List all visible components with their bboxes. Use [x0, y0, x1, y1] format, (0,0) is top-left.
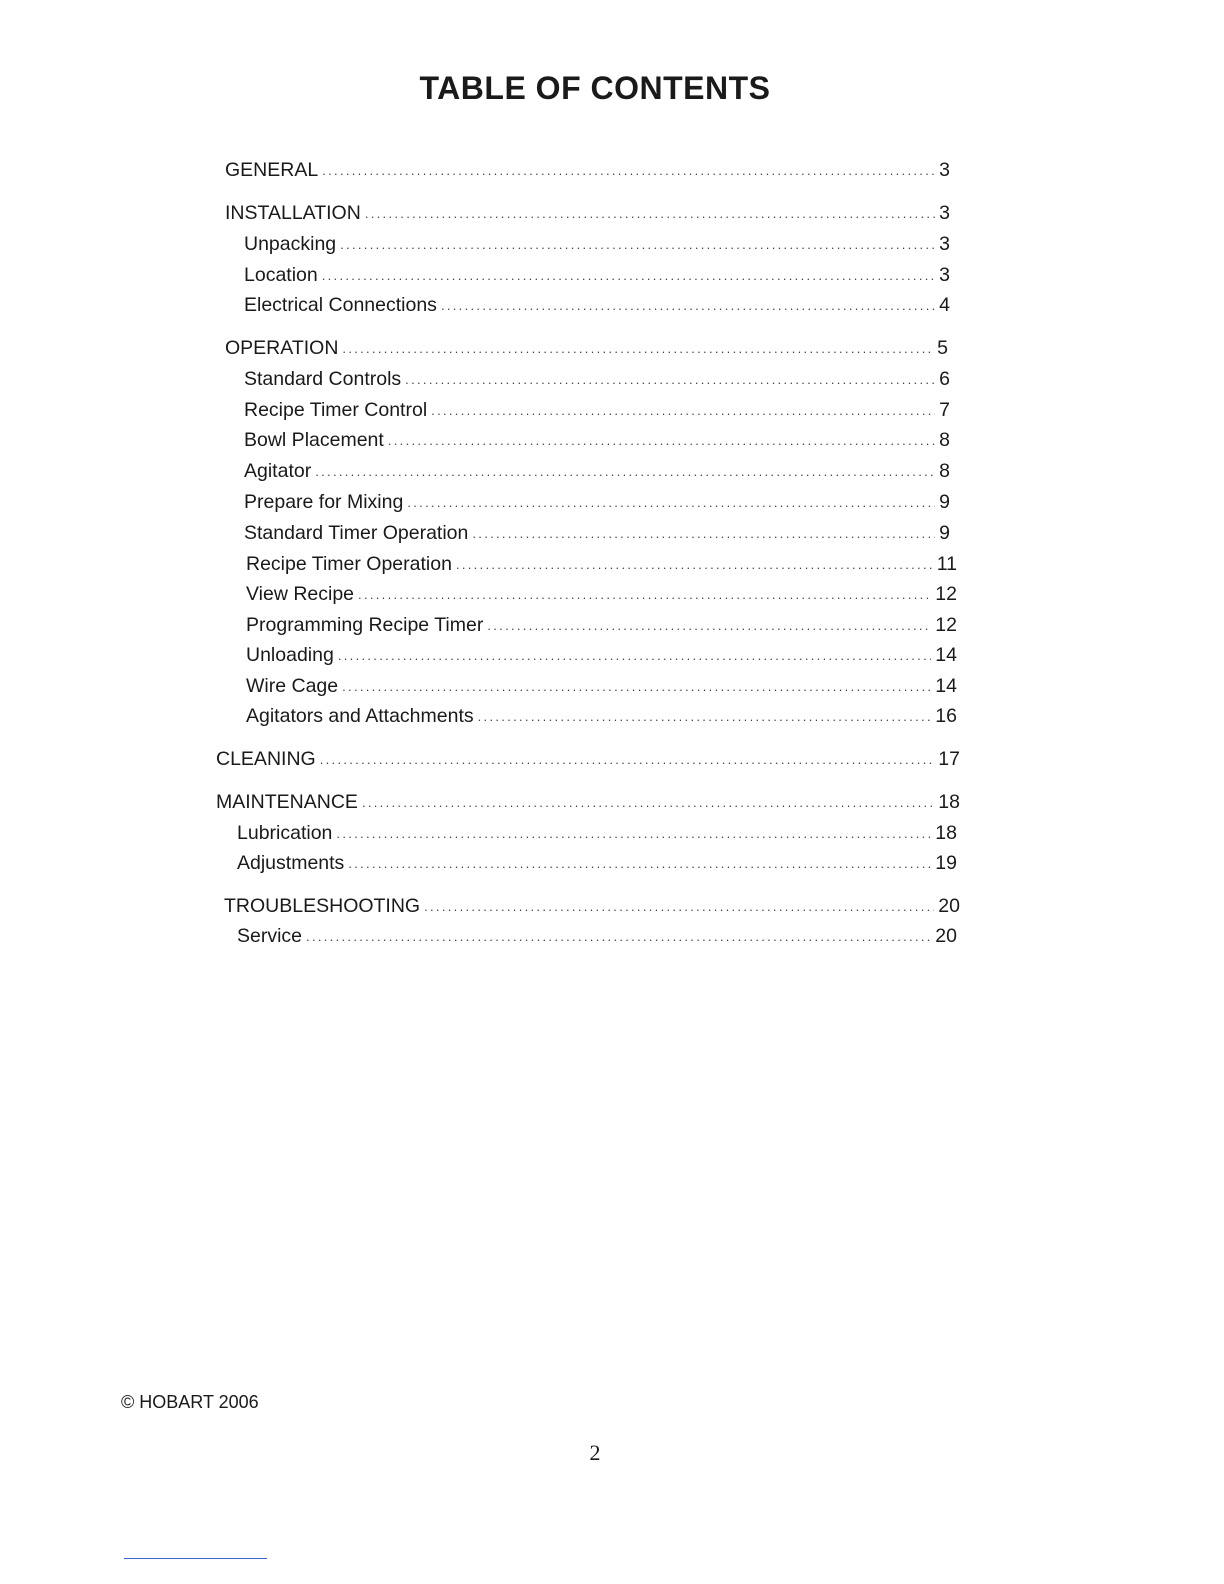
toc-entry-page: 5 [937, 337, 948, 359]
toc-entry-page: 9 [939, 491, 950, 513]
toc-entry-service[interactable] [237, 924, 957, 948]
toc-entry-installation[interactable] [225, 201, 950, 225]
toc-entry-page: 8 [939, 460, 950, 482]
toc-entry-page: 7 [939, 399, 950, 421]
toc-entry-page: 4 [939, 294, 950, 316]
toc-entry-standard-controls[interactable] [244, 367, 950, 391]
toc-entry-page: 16 [935, 705, 957, 727]
toc-entry-label: Service [237, 925, 303, 947]
toc-entry-adjustments[interactable] [237, 851, 957, 875]
toc-entry-page: 3 [939, 233, 950, 255]
toc-entry-page: 9 [939, 522, 950, 544]
toc-entry-agitators-and-attachments[interactable] [246, 704, 957, 728]
toc-leader-dots [456, 553, 933, 577]
toc-entry-page: 3 [939, 159, 950, 181]
toc-entry-prepare-for-mixing[interactable] [244, 490, 950, 514]
footnote-divider [124, 1558, 267, 1559]
toc-entry-electrical-connections[interactable] [244, 293, 950, 317]
copyright-notice: © HOBART 2006 [121, 1392, 259, 1412]
toc-entry-label: CLEANING [216, 748, 316, 770]
toc-leader-dots [487, 614, 931, 638]
toc-leader-dots [320, 748, 935, 772]
toc-entry-page: 19 [935, 852, 957, 874]
toc-entry-recipe-timer-control[interactable] [244, 398, 950, 422]
toc-entry-label: Unpacking [244, 233, 337, 255]
toc-entry-page: 18 [938, 791, 960, 813]
toc-entry-general[interactable] [225, 158, 950, 182]
toc-entry-agitator[interactable] [244, 459, 950, 483]
toc-entry-page: 20 [938, 895, 960, 917]
toc-leader-dots [342, 337, 933, 361]
toc-entry-label: OPERATION [225, 337, 339, 359]
toc-entry-page: 8 [939, 429, 950, 451]
toc-entry-label: GENERAL [225, 159, 319, 181]
toc-entry-page: 14 [935, 675, 957, 697]
toc-entry-location[interactable] [244, 263, 950, 287]
toc-entry-page: 18 [935, 822, 957, 844]
toc-entry-label: Recipe Timer Operation [246, 553, 452, 575]
page-title: TABLE OF CONTENTS [419, 70, 771, 106]
toc-entry-maintenance[interactable] [216, 790, 960, 814]
toc-entry-unpacking[interactable] [244, 232, 950, 256]
toc-entry-page: 20 [935, 925, 957, 947]
toc-leader-dots [342, 675, 931, 699]
toc-leader-dots [388, 429, 935, 453]
toc-entry-label: Adjustments [237, 852, 345, 874]
toc-entry-label: View Recipe [246, 583, 355, 605]
toc-entry-unloading[interactable] [246, 643, 957, 667]
toc-leader-dots [358, 583, 931, 607]
toc-leader-dots [472, 522, 935, 546]
toc-entry-label: Electrical Connections [244, 294, 437, 316]
toc-leader-dots [365, 202, 935, 226]
toc-leader-dots [336, 822, 931, 846]
page-number: 2 [589, 1440, 601, 1465]
toc-leader-dots [362, 791, 934, 815]
toc-leader-dots [348, 852, 931, 876]
toc-leader-dots [306, 925, 931, 949]
toc-entry-label: Unloading [246, 644, 334, 666]
toc-entry-label: Programming Recipe Timer [246, 614, 484, 636]
toc-entry-cleaning[interactable] [216, 747, 960, 771]
toc-leader-dots [441, 294, 935, 318]
toc-entry-label: Location [244, 264, 318, 286]
toc-entry-recipe-timer-operation[interactable] [246, 552, 957, 576]
toc-leader-dots [478, 705, 932, 729]
toc-entry-programming-recipe-timer[interactable] [246, 613, 957, 637]
toc-entry-page: 3 [939, 264, 950, 286]
toc-leader-dots [340, 233, 935, 257]
toc-entry-label: Standard Controls [244, 368, 402, 390]
toc-entry-page: 14 [935, 644, 957, 666]
toc-leader-dots [322, 264, 935, 288]
toc-entry-wire-cage[interactable] [246, 674, 957, 698]
toc-leader-dots [431, 399, 935, 423]
toc-entry-label: Recipe Timer Control [244, 399, 428, 421]
toc-leader-dots [405, 368, 935, 392]
toc-entry-standard-timer-operation[interactable] [244, 521, 950, 545]
toc-entry-label: Agitators and Attachments [246, 705, 474, 727]
toc-entry-label: Standard Timer Operation [244, 522, 469, 544]
toc-entry-page: 17 [938, 748, 960, 770]
toc-entry-operation[interactable] [225, 336, 948, 360]
toc-entry-label: Wire Cage [246, 675, 339, 697]
toc-entry-page: 3 [939, 202, 950, 224]
toc-entry-page: 6 [939, 368, 950, 390]
toc-entry-label: Lubrication [237, 822, 333, 844]
toc-entry-page: 11 [936, 553, 957, 575]
toc-entry-label: Agitator [244, 460, 312, 482]
toc-leader-dots [315, 460, 935, 484]
toc-entry-troubleshooting[interactable] [224, 894, 960, 918]
toc-entry-label: Prepare for Mixing [244, 491, 404, 513]
toc-entry-bowl-placement[interactable] [244, 428, 950, 452]
toc-entry-label: MAINTENANCE [216, 791, 358, 813]
toc-entry-page: 12 [935, 583, 957, 605]
toc-leader-dots [338, 644, 931, 668]
toc-leader-dots [424, 895, 934, 919]
toc-entry-label: TROUBLESHOOTING [224, 895, 421, 917]
toc-entry-lubrication[interactable] [237, 821, 957, 845]
toc-entry-label: INSTALLATION [225, 202, 361, 224]
toc-leader-dots [407, 491, 935, 515]
toc-entry-view-recipe[interactable] [246, 582, 957, 606]
toc-entry-label: Bowl Placement [244, 429, 384, 451]
toc-entry-page: 12 [935, 614, 957, 636]
toc-leader-dots [322, 159, 935, 183]
